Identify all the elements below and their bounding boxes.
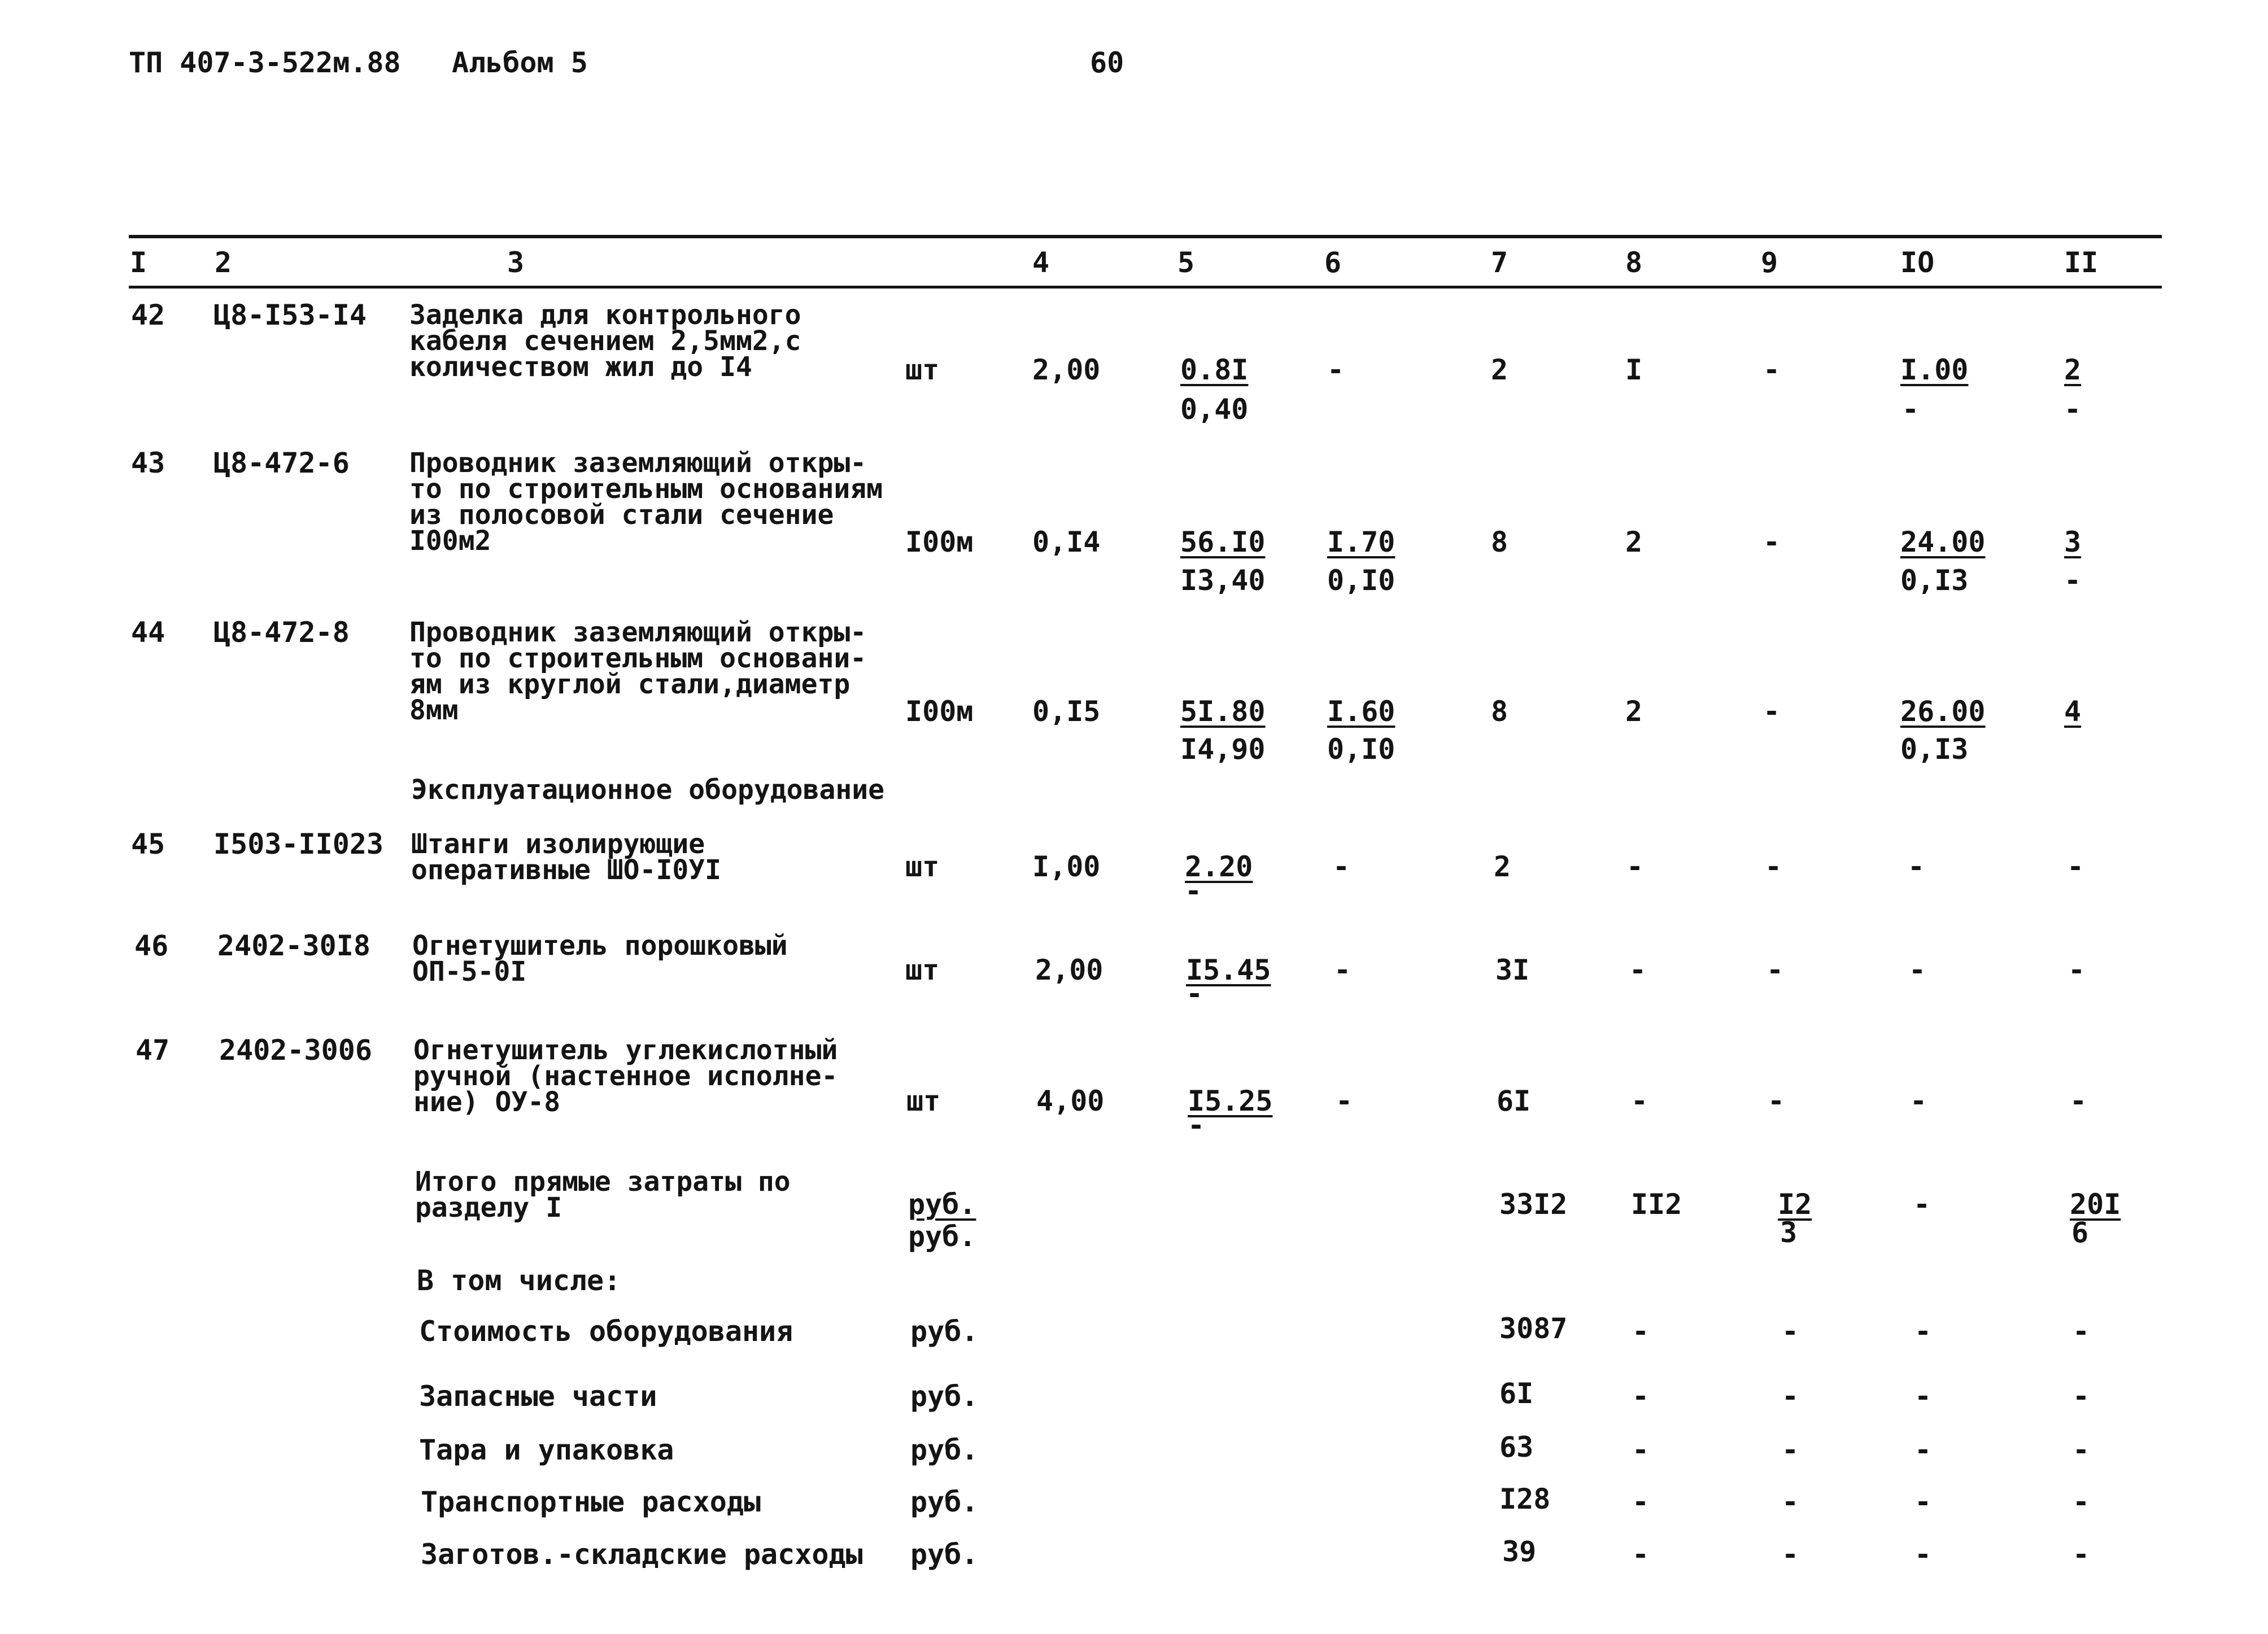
breakdown-col8: - bbox=[1632, 1538, 1650, 1571]
document-code: ТП 407-3-522м.88 bbox=[129, 46, 401, 79]
row-col11: - bbox=[2070, 1085, 2087, 1117]
row-col7: 8 bbox=[1491, 695, 1508, 728]
row-col6: - bbox=[1333, 850, 1350, 883]
breakdown-col9: - bbox=[1782, 1315, 1799, 1348]
row-number: 45 bbox=[131, 828, 165, 860]
breakdown-col8: - bbox=[1632, 1486, 1650, 1518]
row-col6-sub: 0,I0 bbox=[1327, 733, 1395, 766]
row-col5-sub: 0,40 bbox=[1180, 393, 1249, 426]
row-col5-sub: - bbox=[1188, 1109, 1205, 1142]
row-col10-sub: - bbox=[1902, 393, 1920, 426]
breakdown-label: Запасные части bbox=[419, 1380, 657, 1413]
total-unit: руб. bbox=[908, 1188, 976, 1221]
breakdown-unit: руб. bbox=[910, 1486, 979, 1518]
row-col5: I5.45 bbox=[1186, 954, 1271, 986]
row-col11-sub: - bbox=[2064, 564, 2082, 597]
total-col9-sub: 3 bbox=[1780, 1216, 1798, 1249]
col-header-11: II bbox=[2064, 246, 2099, 279]
row-col8: 2 bbox=[1625, 526, 1643, 558]
row-col5: I5.25 bbox=[1188, 1085, 1273, 1117]
album-label: Альбом 5 bbox=[452, 46, 588, 79]
row-col10: - bbox=[1910, 1085, 1927, 1117]
col-header-9: 9 bbox=[1761, 246, 1778, 279]
breakdown-col7: I28 bbox=[1499, 1483, 1551, 1515]
row-col10: 26.00 bbox=[1900, 695, 1986, 728]
row-unit: шт bbox=[905, 850, 940, 883]
section-heading: Эксплуатационное оборудование bbox=[411, 774, 885, 806]
row-col10: 24.00 bbox=[1900, 526, 1986, 558]
row-quantity: 4,00 bbox=[1036, 1085, 1105, 1117]
row-description: Проводник заземляющий откры- то по строительным основани- ям из круглой стали,диаметр 8мм bbox=[409, 617, 867, 726]
breakdown-col9: - bbox=[1782, 1538, 1799, 1571]
col-header-7: 7 bbox=[1491, 246, 1508, 279]
breakdown-col11: - bbox=[2073, 1380, 2090, 1413]
row-col9: - bbox=[1763, 353, 1781, 386]
row-col7: 3I bbox=[1495, 954, 1530, 986]
breakdown-col7: 6I bbox=[1499, 1377, 1534, 1410]
row-col6: - bbox=[1336, 1085, 1353, 1117]
row-quantity: 0,I4 bbox=[1032, 526, 1101, 558]
breakdown-col8: - bbox=[1632, 1380, 1650, 1413]
row-number: 44 bbox=[131, 616, 165, 649]
breakdown-label: Транспортные расходы bbox=[421, 1486, 761, 1518]
table-header-rule bbox=[129, 286, 2162, 289]
breakdown-col7: 39 bbox=[1502, 1535, 1537, 1568]
row-col11: 4 bbox=[2064, 695, 2082, 728]
col-header-8: 8 bbox=[1625, 246, 1643, 279]
row-col5-sub: I4,90 bbox=[1180, 733, 1266, 766]
row-col5-sub: - bbox=[1185, 875, 1202, 907]
breakdown-col9: - bbox=[1782, 1380, 1799, 1413]
breakdown-col10: - bbox=[1914, 1315, 1932, 1348]
row-col5: 0.8I bbox=[1180, 353, 1249, 386]
row-col9: - bbox=[1763, 526, 1781, 558]
row-col9: - bbox=[1767, 954, 1784, 986]
row-description: Штанги изолирующие оперативные ШО-I0УI bbox=[411, 828, 722, 886]
breakdown-col11: - bbox=[2073, 1434, 2090, 1466]
table-top-rule bbox=[129, 235, 2162, 238]
row-col5-sub: I3,40 bbox=[1180, 564, 1266, 597]
row-description: Огнетушитель порошковый ОП-5-0I bbox=[412, 930, 788, 988]
row-number: 46 bbox=[134, 929, 169, 962]
row-unit: шт bbox=[905, 353, 940, 386]
row-col11: - bbox=[2067, 850, 2084, 883]
total-label: Итого прямые затраты по разделу I bbox=[415, 1166, 791, 1224]
row-col10: - bbox=[1909, 954, 1926, 986]
row-col6: - bbox=[1327, 353, 1345, 386]
breakdown-col11: - bbox=[2073, 1486, 2090, 1518]
breakdown-col9: - bbox=[1782, 1486, 1799, 1518]
row-col9: - bbox=[1768, 1085, 1785, 1117]
row-col10: - bbox=[1908, 850, 1925, 883]
row-col5-sub: - bbox=[1186, 977, 1203, 1010]
breakdown-col9: - bbox=[1782, 1434, 1799, 1466]
breakdown-col11: - bbox=[2073, 1315, 2090, 1348]
row-unit: I00м bbox=[905, 695, 974, 728]
total-col11: 20I bbox=[2070, 1188, 2121, 1221]
breakdown-col7: 3087 bbox=[1499, 1312, 1568, 1345]
col-header-6: 6 bbox=[1324, 246, 1342, 279]
breakdown-col10: - bbox=[1914, 1434, 1932, 1466]
row-col5: 5I.80 bbox=[1180, 695, 1266, 728]
row-col6: I.60 bbox=[1327, 695, 1395, 728]
row-col11: - bbox=[2068, 954, 2086, 986]
row-number: 43 bbox=[131, 447, 165, 479]
total-col8: II2 bbox=[1631, 1188, 1682, 1221]
breakdown-unit: руб. bbox=[910, 1315, 979, 1348]
row-col8: I bbox=[1625, 353, 1643, 386]
row-quantity: 0,I5 bbox=[1032, 695, 1101, 728]
row-number: 42 bbox=[131, 299, 165, 331]
row-col6-sub: 0,I0 bbox=[1327, 564, 1395, 597]
breakdown-col10: - bbox=[1914, 1538, 1932, 1571]
row-code: Ц8-472-6 bbox=[213, 447, 350, 479]
row-col5: 2.20 bbox=[1185, 850, 1253, 883]
row-col8: - bbox=[1626, 850, 1644, 883]
total-col9: I2 bbox=[1778, 1188, 1812, 1221]
row-col10-sub: 0,I3 bbox=[1900, 733, 1969, 766]
breakdown-unit: руб. bbox=[910, 1434, 979, 1466]
row-col6: - bbox=[1334, 954, 1351, 986]
total-col11-sub: 6 bbox=[2071, 1216, 2089, 1249]
row-col7: 6I bbox=[1497, 1085, 1531, 1117]
row-col9: - bbox=[1763, 695, 1781, 728]
total-col10: - bbox=[1913, 1188, 1931, 1221]
row-unit: шт bbox=[906, 1085, 941, 1117]
col-header-3: 3 bbox=[507, 246, 525, 279]
row-number: 47 bbox=[136, 1034, 170, 1067]
row-quantity: 2,00 bbox=[1032, 353, 1101, 386]
including-label: В том числе: bbox=[417, 1264, 621, 1297]
col-header-1: I bbox=[130, 246, 147, 279]
total-col7: 33I2 bbox=[1499, 1188, 1568, 1221]
breakdown-col10: - bbox=[1914, 1486, 1932, 1518]
row-col11: 2 bbox=[2064, 353, 2082, 386]
row-col6: I.70 bbox=[1327, 526, 1395, 558]
row-col7: 2 bbox=[1491, 353, 1508, 386]
row-col5: 56.I0 bbox=[1180, 526, 1266, 558]
total-unit-sub: руб. bbox=[908, 1220, 976, 1253]
row-code: 2402-3006 bbox=[219, 1034, 372, 1067]
breakdown-unit: руб. bbox=[910, 1538, 979, 1571]
breakdown-col7: 63 bbox=[1499, 1431, 1534, 1463]
breakdown-unit: руб. bbox=[910, 1380, 979, 1413]
row-quantity: 2,00 bbox=[1035, 954, 1104, 986]
row-code: 2402-30I8 bbox=[217, 929, 370, 962]
row-quantity: I,00 bbox=[1032, 850, 1101, 883]
breakdown-col8: - bbox=[1632, 1434, 1650, 1466]
row-col7: 2 bbox=[1494, 850, 1511, 883]
row-col9: - bbox=[1765, 850, 1782, 883]
breakdown-label: Заготов.-складские расходы bbox=[421, 1538, 863, 1571]
row-col10: I.00 bbox=[1900, 353, 1969, 386]
row-col8: - bbox=[1631, 1085, 1648, 1117]
row-col11: 3 bbox=[2064, 526, 2082, 558]
row-col8: - bbox=[1629, 954, 1647, 986]
breakdown-col11: - bbox=[2073, 1538, 2090, 1571]
row-unit: I00м bbox=[905, 526, 974, 558]
breakdown-col10: - bbox=[1914, 1380, 1932, 1413]
row-code: I503-II023 bbox=[213, 828, 384, 860]
row-code: Ц8-472-8 bbox=[213, 616, 350, 649]
col-header-10: IO bbox=[1900, 246, 1935, 279]
row-description: Заделка для контрольного кабеля сечением 2,5мм2,с количеством жил до I4 bbox=[409, 299, 801, 383]
row-col8: 2 bbox=[1625, 695, 1643, 728]
breakdown-label: Стоимость оборудования bbox=[419, 1315, 793, 1348]
page-number: 60 bbox=[1090, 46, 1124, 79]
row-col11-sub: - bbox=[2064, 393, 2082, 426]
row-col7: 8 bbox=[1491, 526, 1508, 558]
col-header-2: 2 bbox=[215, 246, 232, 279]
breakdown-label: Тара и упаковка bbox=[419, 1434, 674, 1466]
row-unit: шт bbox=[905, 954, 940, 986]
row-col10-sub: 0,I3 bbox=[1900, 564, 1969, 597]
row-code: Ц8-I53-I4 bbox=[213, 299, 367, 331]
row-description: Огнетушитель углекислотный ручной (настенное исполне- ние) ОУ-8 bbox=[413, 1034, 838, 1118]
row-description: Проводник заземляющий откры- то по строительным основаниям из полосовой стали сечение I00м2 bbox=[409, 447, 883, 557]
breakdown-col8: - bbox=[1632, 1315, 1650, 1348]
col-header-5: 5 bbox=[1177, 246, 1195, 279]
col-header-4: 4 bbox=[1032, 246, 1050, 279]
